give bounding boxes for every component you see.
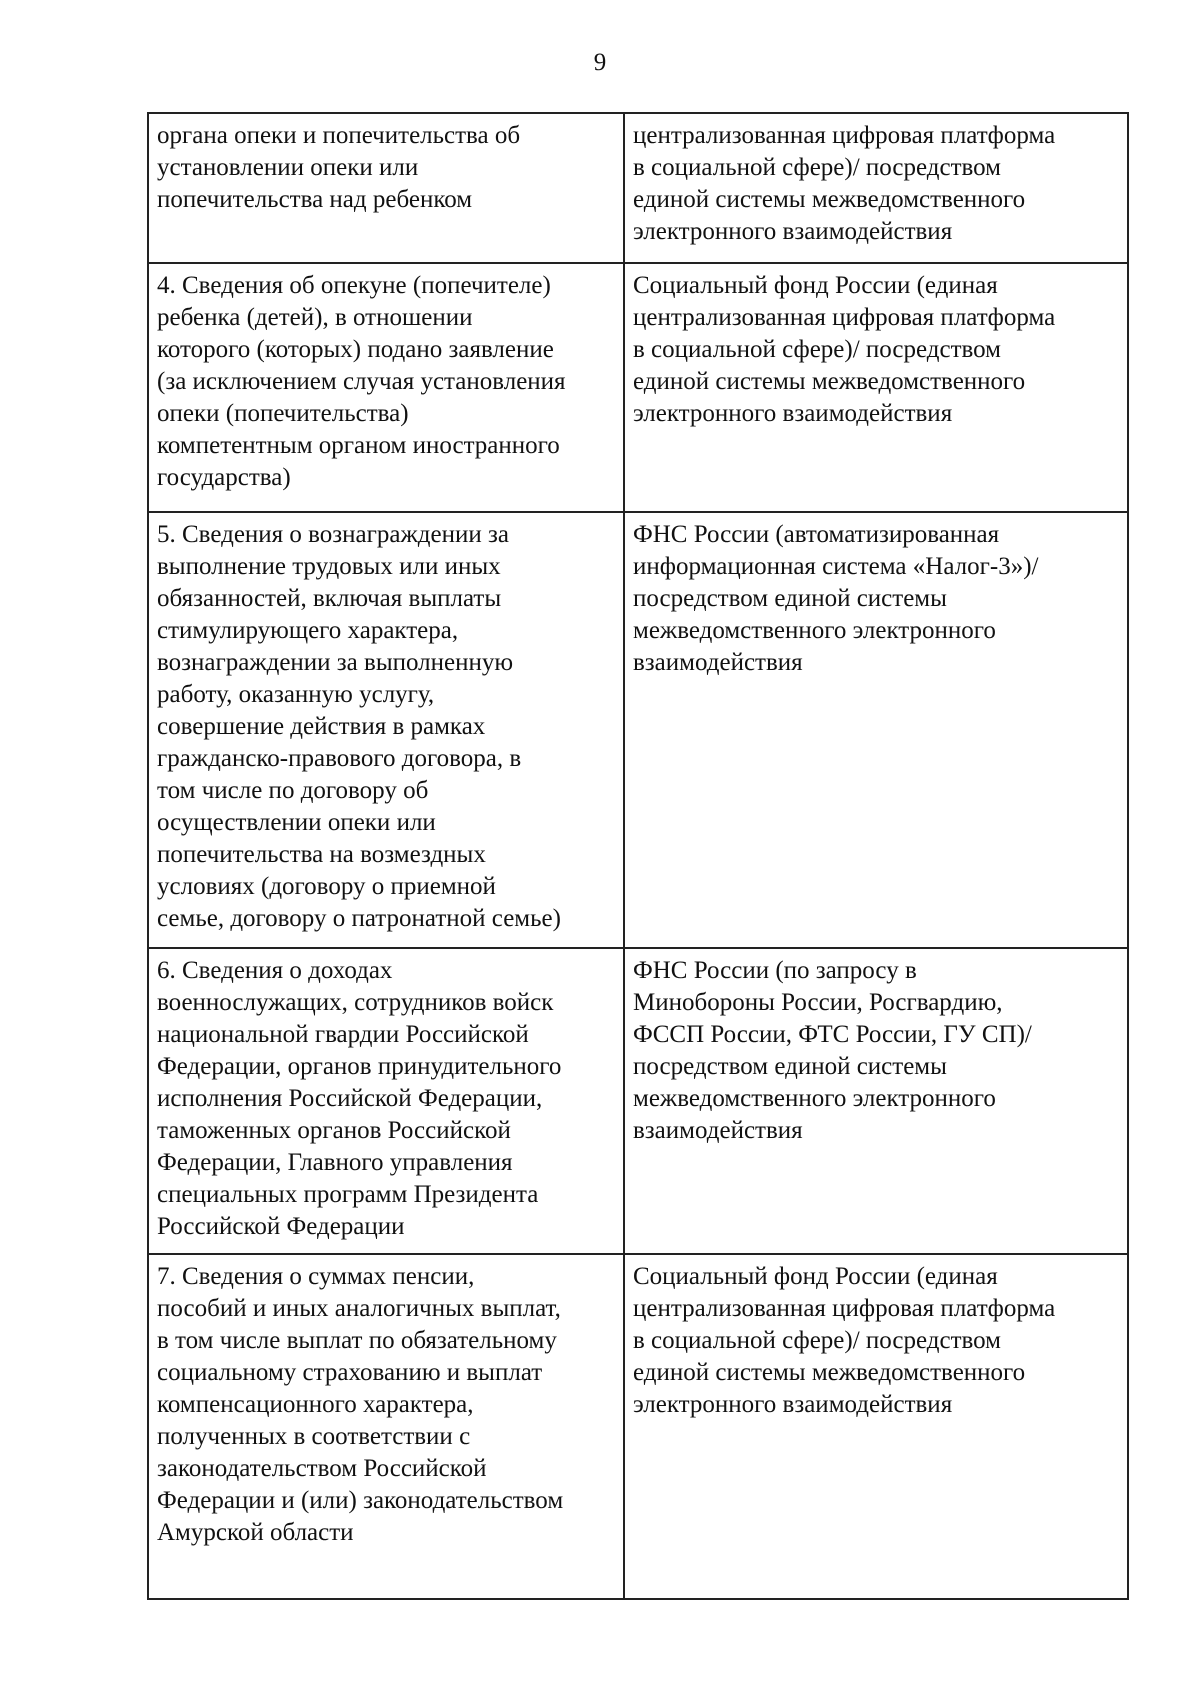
info-source-cell: ФНС России (автоматизированная информационная система «Налог-3»)/ посредством единой системы межведомственного электронного взаимодействия — [624, 512, 1128, 948]
table-row — [148, 1254, 1128, 1599]
table-row — [148, 948, 1128, 1254]
info-source-cell: Социальный фонд России (единая централизованная цифровая платформа в социальной сфере)/ посредством единой системы межведомственного электронного взаимодействия — [624, 263, 1128, 512]
info-type-cell: органа опеки и попечительства об установлении опеки или попечительства над ребенком — [148, 113, 624, 263]
info-type-cell: 5. Сведения о вознаграждении за выполнение трудовых или иных обязанностей, включая выплаты стимулирующего характера, вознаграждении за выполненную работу, оказанную услугу, совершение действия в рамках гражданско-правового договора, в том числе по договору об осуществлении опеки или попечительства на возмездных условиях (договору о приемной семье, договору о патронатной семье) — [148, 512, 624, 948]
info-type-cell: 4. Сведения об опекуне (попечителе) ребенка (детей), в отношении которого (которых) подано заявление (за исключением случая установления опеки (попечительства) компетентным органом иностранного государства) — [148, 263, 624, 512]
table-row — [148, 512, 1128, 948]
sources-table — [147, 112, 1129, 1600]
info-source-cell: централизованная цифровая платформа в социальной сфере)/ посредством единой системы межведомственного электронного взаимодействия — [624, 113, 1128, 263]
info-type-cell: 6. Сведения о доходах военнослужащих, сотрудников войск национальной гвардии Российской Федерации, органов принудительного исполнения Российской Федерации, таможенных органов Российской Федерации, Главного управления специальных программ Президента Российской Федерации — [148, 948, 624, 1254]
table-row — [148, 263, 1128, 512]
info-source-cell: Социальный фонд России (единая централизованная цифровая платформа в социальной сфере)/ посредством единой системы межведомственного электронного взаимодействия — [624, 1254, 1128, 1599]
page-number: 9 — [593, 49, 607, 76]
info-type-cell: 7. Сведения о суммах пенсии, пособий и иных аналогичных выплат, в том числе выплат по обязательному социальному страхованию и выплат компенсационного характера, полученных в соответствии с законодательством Российской Федерации и (или) законодательством Амурской области — [148, 1254, 624, 1599]
table-row — [148, 113, 1128, 263]
info-source-cell: ФНС России (по запросу в Минобороны России, Росгвардию, ФССП России, ФТС России, ГУ СП)/ посредством единой системы межведомственного электронного взаимодействия — [624, 948, 1128, 1254]
